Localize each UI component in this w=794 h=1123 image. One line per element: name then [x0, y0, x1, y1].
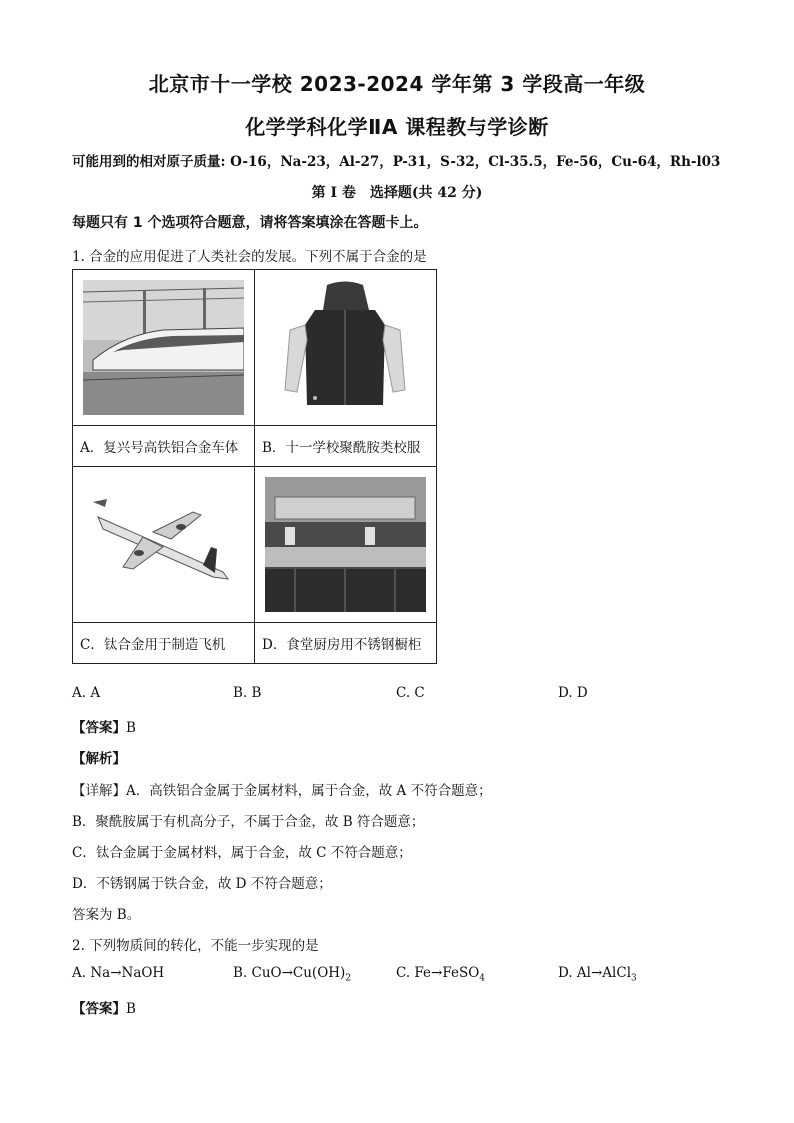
cell-b-image — [255, 270, 437, 426]
answer-label: 【答案】 — [72, 720, 126, 736]
q1-option-c: C. C — [396, 685, 425, 701]
q2-option-b — [233, 965, 351, 984]
q2-option-c-text: C. Fe→FeSO — [396, 965, 480, 981]
school-uniform-image — [265, 280, 426, 415]
q2-option-d-sub: 3 — [631, 973, 637, 984]
q1-detail-line: 【详解】A．高铁铝合金属于金属材料，属于合金，故 A 不符合题意； — [72, 783, 492, 799]
q2-answer — [72, 997, 136, 1017]
cell-a-image — [73, 270, 255, 426]
q1-stem: 1. 合金的应用促进了人类社会的发展。下列不属于合金的是 — [72, 249, 427, 265]
q2-option-b-sub: 2 — [345, 973, 352, 984]
q2-option-d — [558, 965, 637, 984]
cell-c-caption: C．钛合金用于制造飞机 — [73, 623, 255, 664]
q2-option-c — [396, 965, 485, 984]
cell-d-image — [255, 467, 437, 623]
airplane-image — [83, 477, 244, 612]
q1-detail-line: D．不锈钢属于铁合金，故 D 不符合题意； — [72, 876, 332, 892]
q2-option-b-text: B. CuO→Cu(OH) — [233, 965, 346, 981]
cell-b-caption: B．十一学校聚酰胺类校服 — [255, 426, 437, 467]
q1-detail-line: C．钛合金属于金属材料，属于合金，故 C 不符合题意； — [72, 845, 412, 861]
cell-c-image — [73, 467, 255, 623]
q2-option-a: A. Na→NaOH — [72, 965, 165, 981]
q2-option-d-text: D. Al→AlCl — [558, 965, 632, 981]
q2-stem: 2. 下列物质间的转化，不能一步实现的是 — [72, 938, 319, 954]
section-heading: 第 I 卷 选择题(共 42 分) — [311, 185, 483, 201]
instruction: 每题只有 1 个选项符合题意，请将答案填涂在答题卡上。 — [72, 215, 428, 231]
cell-a-caption: A．复兴号高铁铝合金车体 — [73, 426, 255, 467]
high-speed-train-image — [83, 280, 244, 415]
atomic-masses: 可能用到的相对原子质量: O-16，Na-23，Al-27，P-31，S-32，Cl-35.5，Fe-56，Cu-64，Rh-l03 — [72, 154, 721, 170]
answer-value: B — [126, 1001, 136, 1017]
title-line-1: 北京市十一学校 2023-2024 学年第 3 学段高一年级 — [148, 72, 646, 96]
answer-label: 【答案】 — [72, 1001, 126, 1017]
q1-analysis-label — [72, 747, 126, 767]
q1-detail-line: 答案为 B。 — [72, 907, 141, 923]
q2-option-c-sub: 4 — [479, 973, 486, 984]
q1-option-b: B. B — [233, 685, 262, 701]
q1-answer — [72, 716, 136, 736]
q1-options-table — [72, 269, 437, 664]
q1-detail-line: B．聚酰胺属于有机高分子，不属于合金，故 B 符合题意； — [72, 814, 425, 830]
analysis-label: 【解析】 — [72, 751, 126, 767]
q1-option-a: A. A — [72, 685, 101, 701]
answer-value: B — [126, 720, 136, 736]
stainless-kitchen-image — [265, 477, 426, 612]
title-line-2: 化学学科化学ⅡA 课程教与学诊断 — [245, 115, 549, 139]
q1-option-d: D. D — [558, 685, 588, 701]
cell-d-caption: D．食堂厨房用不锈钢橱柜 — [255, 623, 437, 664]
